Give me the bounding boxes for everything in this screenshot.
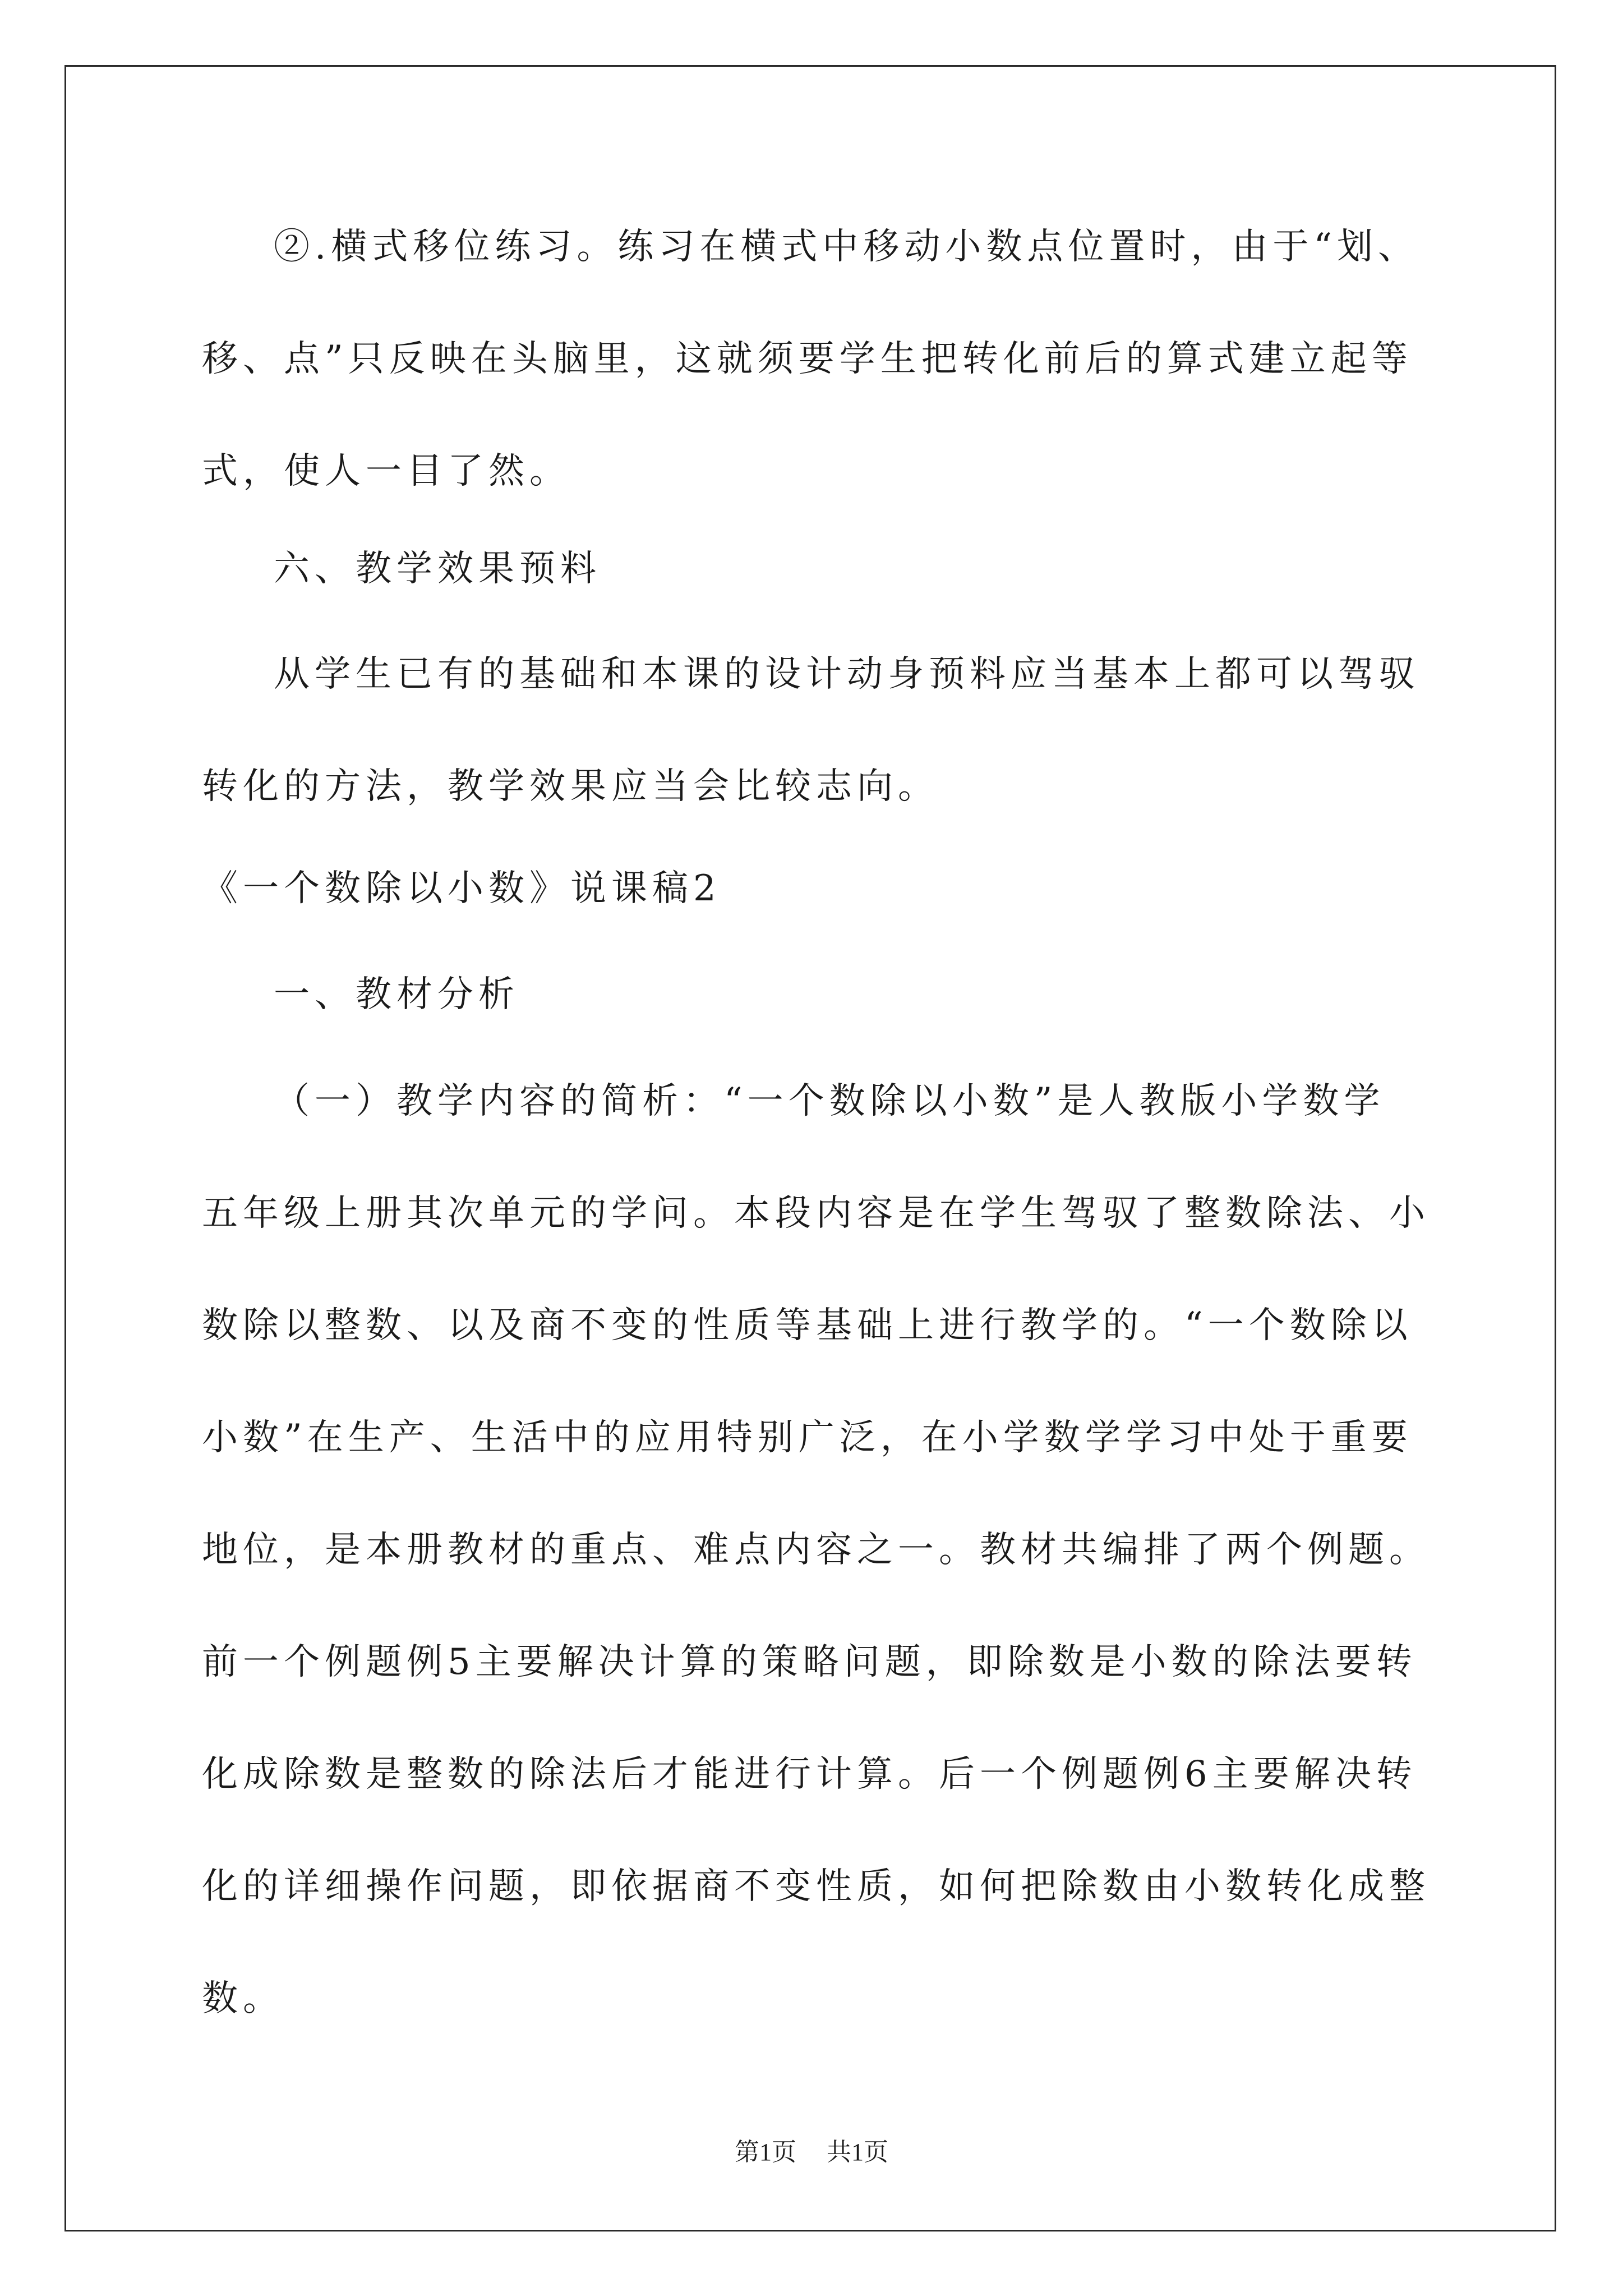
text-line: 一、教材分析 xyxy=(274,974,519,1015)
text-line: （一）教学内容的简析：“一个数除以小数”是人教版小学数学 xyxy=(274,1080,1385,1122)
paragraph-practice xyxy=(202,191,1436,527)
page-footer xyxy=(0,2136,1623,2169)
text-line: 转化的方法，教学效果应当会比较志向。 xyxy=(202,766,939,807)
text-line: 五年级上册其次单元的学问。本段内容是在学生驾驭了整数除法、小 xyxy=(202,1193,1430,1234)
document-title xyxy=(202,832,1436,945)
text-line: 移、点”只反映在头脑里，这就须要学生把转化前后的算式建立起等 xyxy=(202,338,1413,380)
text-line: 从学生已有的基础和本课的设计动身预料应当基本上都可以驾驭 xyxy=(274,654,1420,695)
text-line: 《一个数除以小数》说课稿2 xyxy=(202,868,721,909)
text-line: 小数”在生产、生活中的应用特别广泛，在小学数学学习中处于重要 xyxy=(202,1417,1413,1458)
page-total: 共1页 xyxy=(827,2138,888,2166)
text-line: 六、教学效果预料 xyxy=(274,548,601,590)
section-heading-expected-effect xyxy=(202,513,1436,625)
text-line: 数除以整数、以及商不变的性质等基础上进行教学的。“一个数除以 xyxy=(202,1305,1413,1346)
text-line: 式，使人一目了然。 xyxy=(202,450,570,492)
page-number: 第1页 xyxy=(735,2138,796,2166)
text-line: 地位，是本册教材的重点、难点内容之一。教材共编排了两个例题。 xyxy=(202,1529,1430,1571)
paragraph-content-analysis xyxy=(202,1045,1436,2055)
paragraph-expected-effect xyxy=(202,618,1436,843)
text-line: 化的详细操作问题，即依据商不变性质，如何把除数由小数转化成整 xyxy=(202,1866,1430,1907)
section-heading-material-analysis xyxy=(202,938,1436,1051)
text-line: 化成除数是整数的除法后才能进行计算。后一个例题例6主要解决转 xyxy=(202,1754,1417,1795)
text-line: ②.横式移位练习。练习在横式中移动小数点位置时，由于“划、 xyxy=(274,226,1419,268)
text-line: 前一个例题例5主要解决计算的策略问题，即除数是小数的除法要转 xyxy=(202,1641,1417,1683)
text-line: 数。 xyxy=(202,1978,284,2019)
